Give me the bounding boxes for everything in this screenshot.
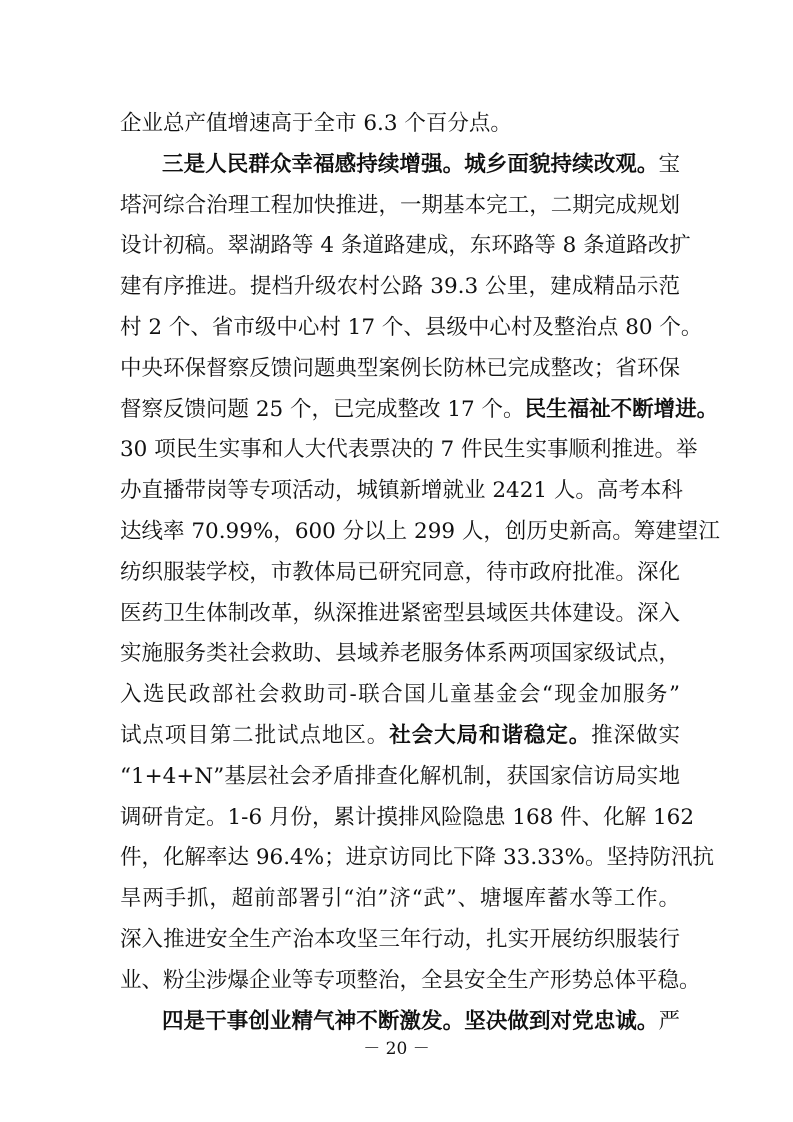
text-line <box>120 232 691 260</box>
text-line <box>120 559 680 587</box>
text-segment: 件，化解率达 96.4%；进京访同比下降 33.33%。坚持防汛抗 <box>120 845 714 871</box>
bold-heading-text: 城乡面貌持续改观。 <box>464 151 659 177</box>
bold-heading-text: 坚决做到对党忠诚。 <box>464 1008 659 1034</box>
bold-heading-text: 社会大局和谐稳定。 <box>389 723 592 748</box>
text-line <box>120 844 714 872</box>
text-segment: 入选民政部社会救助司-联合国儿童基金会“现金加服务” <box>120 682 680 708</box>
text-line <box>120 436 698 464</box>
text-segment: 村 2 个、省市级中心村 17 个、县级中心村及整治点 80 个。 <box>120 315 703 340</box>
text-segment: 达线率 70.99%，600 分以上 299 人，创历史新高。筹建望江 <box>120 519 720 544</box>
text-segment: 严 <box>658 1008 680 1034</box>
text-segment: “1+4+N”基层社会矛盾排查化解机制，获国家信访局实地 <box>120 763 680 789</box>
text-segment: 旱两手抓，超前部署引“泊”济“武”、塘堰库蓄水等工作。 <box>120 886 680 912</box>
text-line <box>120 926 680 954</box>
bold-heading-text: 民生福祉不断增进。 <box>524 396 719 422</box>
text-segment: 纺织服装学校，市教体局已研究同意，待市政府批准。深化 <box>120 559 680 585</box>
text-line <box>120 396 719 424</box>
text-line <box>120 110 680 138</box>
text-segment: 试点项目第二批试点地区。 <box>120 723 390 748</box>
text-line <box>120 600 680 628</box>
text-line <box>120 518 720 546</box>
text-line <box>120 722 680 750</box>
text-segment: 塔河综合治理工程加快推进，一期基本完工，二期完成规划 <box>120 192 680 218</box>
text-line <box>120 314 703 342</box>
bold-heading-text: 三是人民群众幸福感持续增强。 <box>162 151 465 177</box>
text-segment: 业、粉尘涉爆企业等专项整治，全县安全生产形势总体平稳。 <box>120 967 701 993</box>
text-line <box>120 640 680 668</box>
text-segment: 推深做实 <box>591 723 680 748</box>
text-segment: 企业总产值增速高于全市 6.3 个百分点。 <box>120 111 512 136</box>
bold-heading-text: 四是干事创业精气神不断激发。 <box>162 1008 465 1034</box>
text-segment: 宝 <box>658 151 680 177</box>
text-line <box>120 763 680 791</box>
text-segment: 医药卫生体制改革，纵深推进紧密型县域医共体建设。深入 <box>120 600 680 626</box>
text-segment: 调研肯定。1-6 月份，累计摸排风险隐患 168 件、化解 162 <box>120 804 695 830</box>
text-line <box>162 1008 680 1036</box>
text-segment: 深入推进安全生产治本攻坚三年行动，扎实开展纺织服装行 <box>120 927 680 952</box>
text-line <box>120 885 680 913</box>
text-segment: 30 项民生实事和人大代表票决的 7 件民生实事顺利推进。举 <box>120 437 698 463</box>
text-line <box>120 192 680 220</box>
text-line <box>120 967 701 995</box>
text-segment: 实施服务类社会救助、县域养老服务体系两项国家级试点， <box>120 641 680 667</box>
text-line <box>120 477 683 505</box>
text-line <box>120 355 680 383</box>
text-segment: 中央环保督察反馈问题典型案例长防林已完成整改；省环保 <box>120 355 680 381</box>
text-line <box>120 273 680 301</box>
page-number: － 20 － <box>363 1039 430 1059</box>
text-segment: 督察反馈问题 25 个，已完成整改 17 个。 <box>120 396 525 422</box>
text-line <box>162 151 680 179</box>
text-line <box>120 804 695 832</box>
text-segment: 办直播带岗等专项活动，城镇新增就业 2421 人。高考本科 <box>120 478 683 504</box>
text-segment: 建有序推进。提档升级农村公路 39.3 公里，建成精品示范 <box>120 274 680 300</box>
text-segment: 设计初稿。翠湖路等 4 条道路建成，东环路等 8 条道路改扩 <box>120 233 691 259</box>
text-line <box>120 681 680 709</box>
